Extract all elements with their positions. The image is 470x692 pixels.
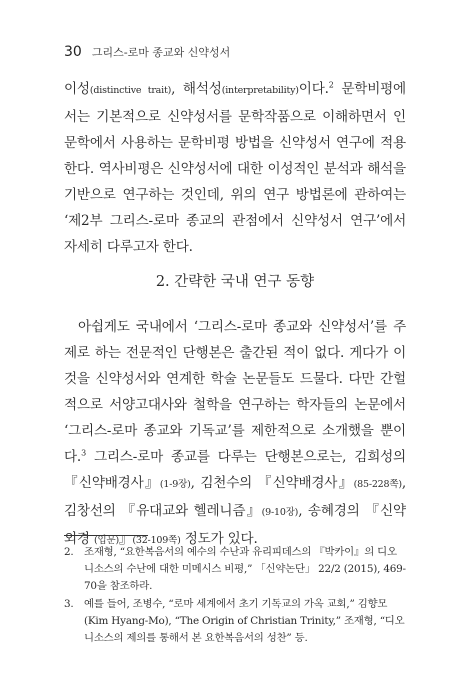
footnote-ref[interactable]: 2 (328, 80, 334, 90)
subtitle-note: (입문) (93, 535, 119, 546)
page-range: (9-10장) (261, 507, 299, 518)
text-segment: , 해석성 (171, 81, 222, 97)
text-segment: , 김천수의 『신약배경사』 (190, 475, 354, 491)
text-segment: 문학비평에서는 기본적으로 신약성서를 문학작품으로 이해하면서 인문학에서 사용하는 문학비평 방법을 신약성서 연구에 적용한다. 역사비평은 신약성서에 대한 이성적인 분석과 해석을 기반으로 연구하는 것인데, 위의 연구 방법론에 관하여는 ‘제2부 그리스-로마 종교의 관점에서 신약성서 연구’에서 자세히 다루고자 한다. (64, 81, 406, 255)
footnote-ref[interactable]: 3 (81, 448, 86, 458)
text-segment: 아쉽게도 국내에서 ‘그리스-로마 종교와 신약성서’를 주제로 하는 전문적인 단행본은 출간된 적이 없다. 게다가 이것을 신약성서와 연계한 학술 논문들도 드물다. 다만 간헐적으로 서양고대사와 철학을 연구하는 학자들의 논문에서 ‘그리스-로마 종교와 기독교’를 제한적으로 소개했을 뿐이다. (64, 319, 406, 465)
text-segment: 그리스-로마 종교를 다루는 단행본으로는, 김희성의 『신약배경사』 (64, 449, 406, 491)
body-paragraph-2 (64, 314, 406, 554)
footnote-number: 2. (64, 546, 74, 558)
text-segment: , 김창선의 『유대교와 헬레니즘』 (64, 475, 406, 519)
section-heading: 2. 간략한 국내 연구 동향 (155, 274, 315, 290)
text-segment: 정도가 있다. (180, 531, 258, 547)
text-segment: 이성 (64, 81, 90, 97)
text-segment: 이다. (298, 81, 329, 97)
footnote-number: 3. (64, 598, 74, 610)
english-gloss: (interpretability) (221, 85, 299, 96)
running-title: 그리스-로마 종교와 신약성서 (91, 46, 231, 59)
body-paragraph-1 (64, 76, 406, 260)
footnote-2 (64, 544, 406, 595)
footnote-divider (64, 535, 148, 536)
footnote-text: 조재형, “요한복음서의 예수의 수난과 유리피데스의 『박카이』의 디오니소스의 수난에 대한 미메시스 비평,” 「신약논단」 22/2 (2015), 469-70을 참조하라. (84, 546, 406, 592)
page-header (64, 44, 230, 60)
footnote-text: 예를 들어, 조병수, “로마 세계에서 초기 기독교의 가옥 교회,” 김향모(Kim Hyang-Mo), “The Origin of Christian Trinity,” 조재형, “디오니소스의 제의를 통해서 본 요한복음서의 성찬” 등. (84, 598, 405, 644)
page-number: 30 (64, 44, 82, 60)
page-range: (85-228쪽) (353, 479, 402, 490)
text-segment: 』 (118, 531, 133, 547)
english-gloss: (distinctive trait) (89, 85, 172, 96)
page-range: (32-109쪽) (132, 535, 181, 546)
footnote-3 (64, 596, 406, 647)
page-range: (1-9장) (159, 479, 191, 490)
text-segment: , 송혜경의 『신약 외경 (64, 503, 406, 547)
